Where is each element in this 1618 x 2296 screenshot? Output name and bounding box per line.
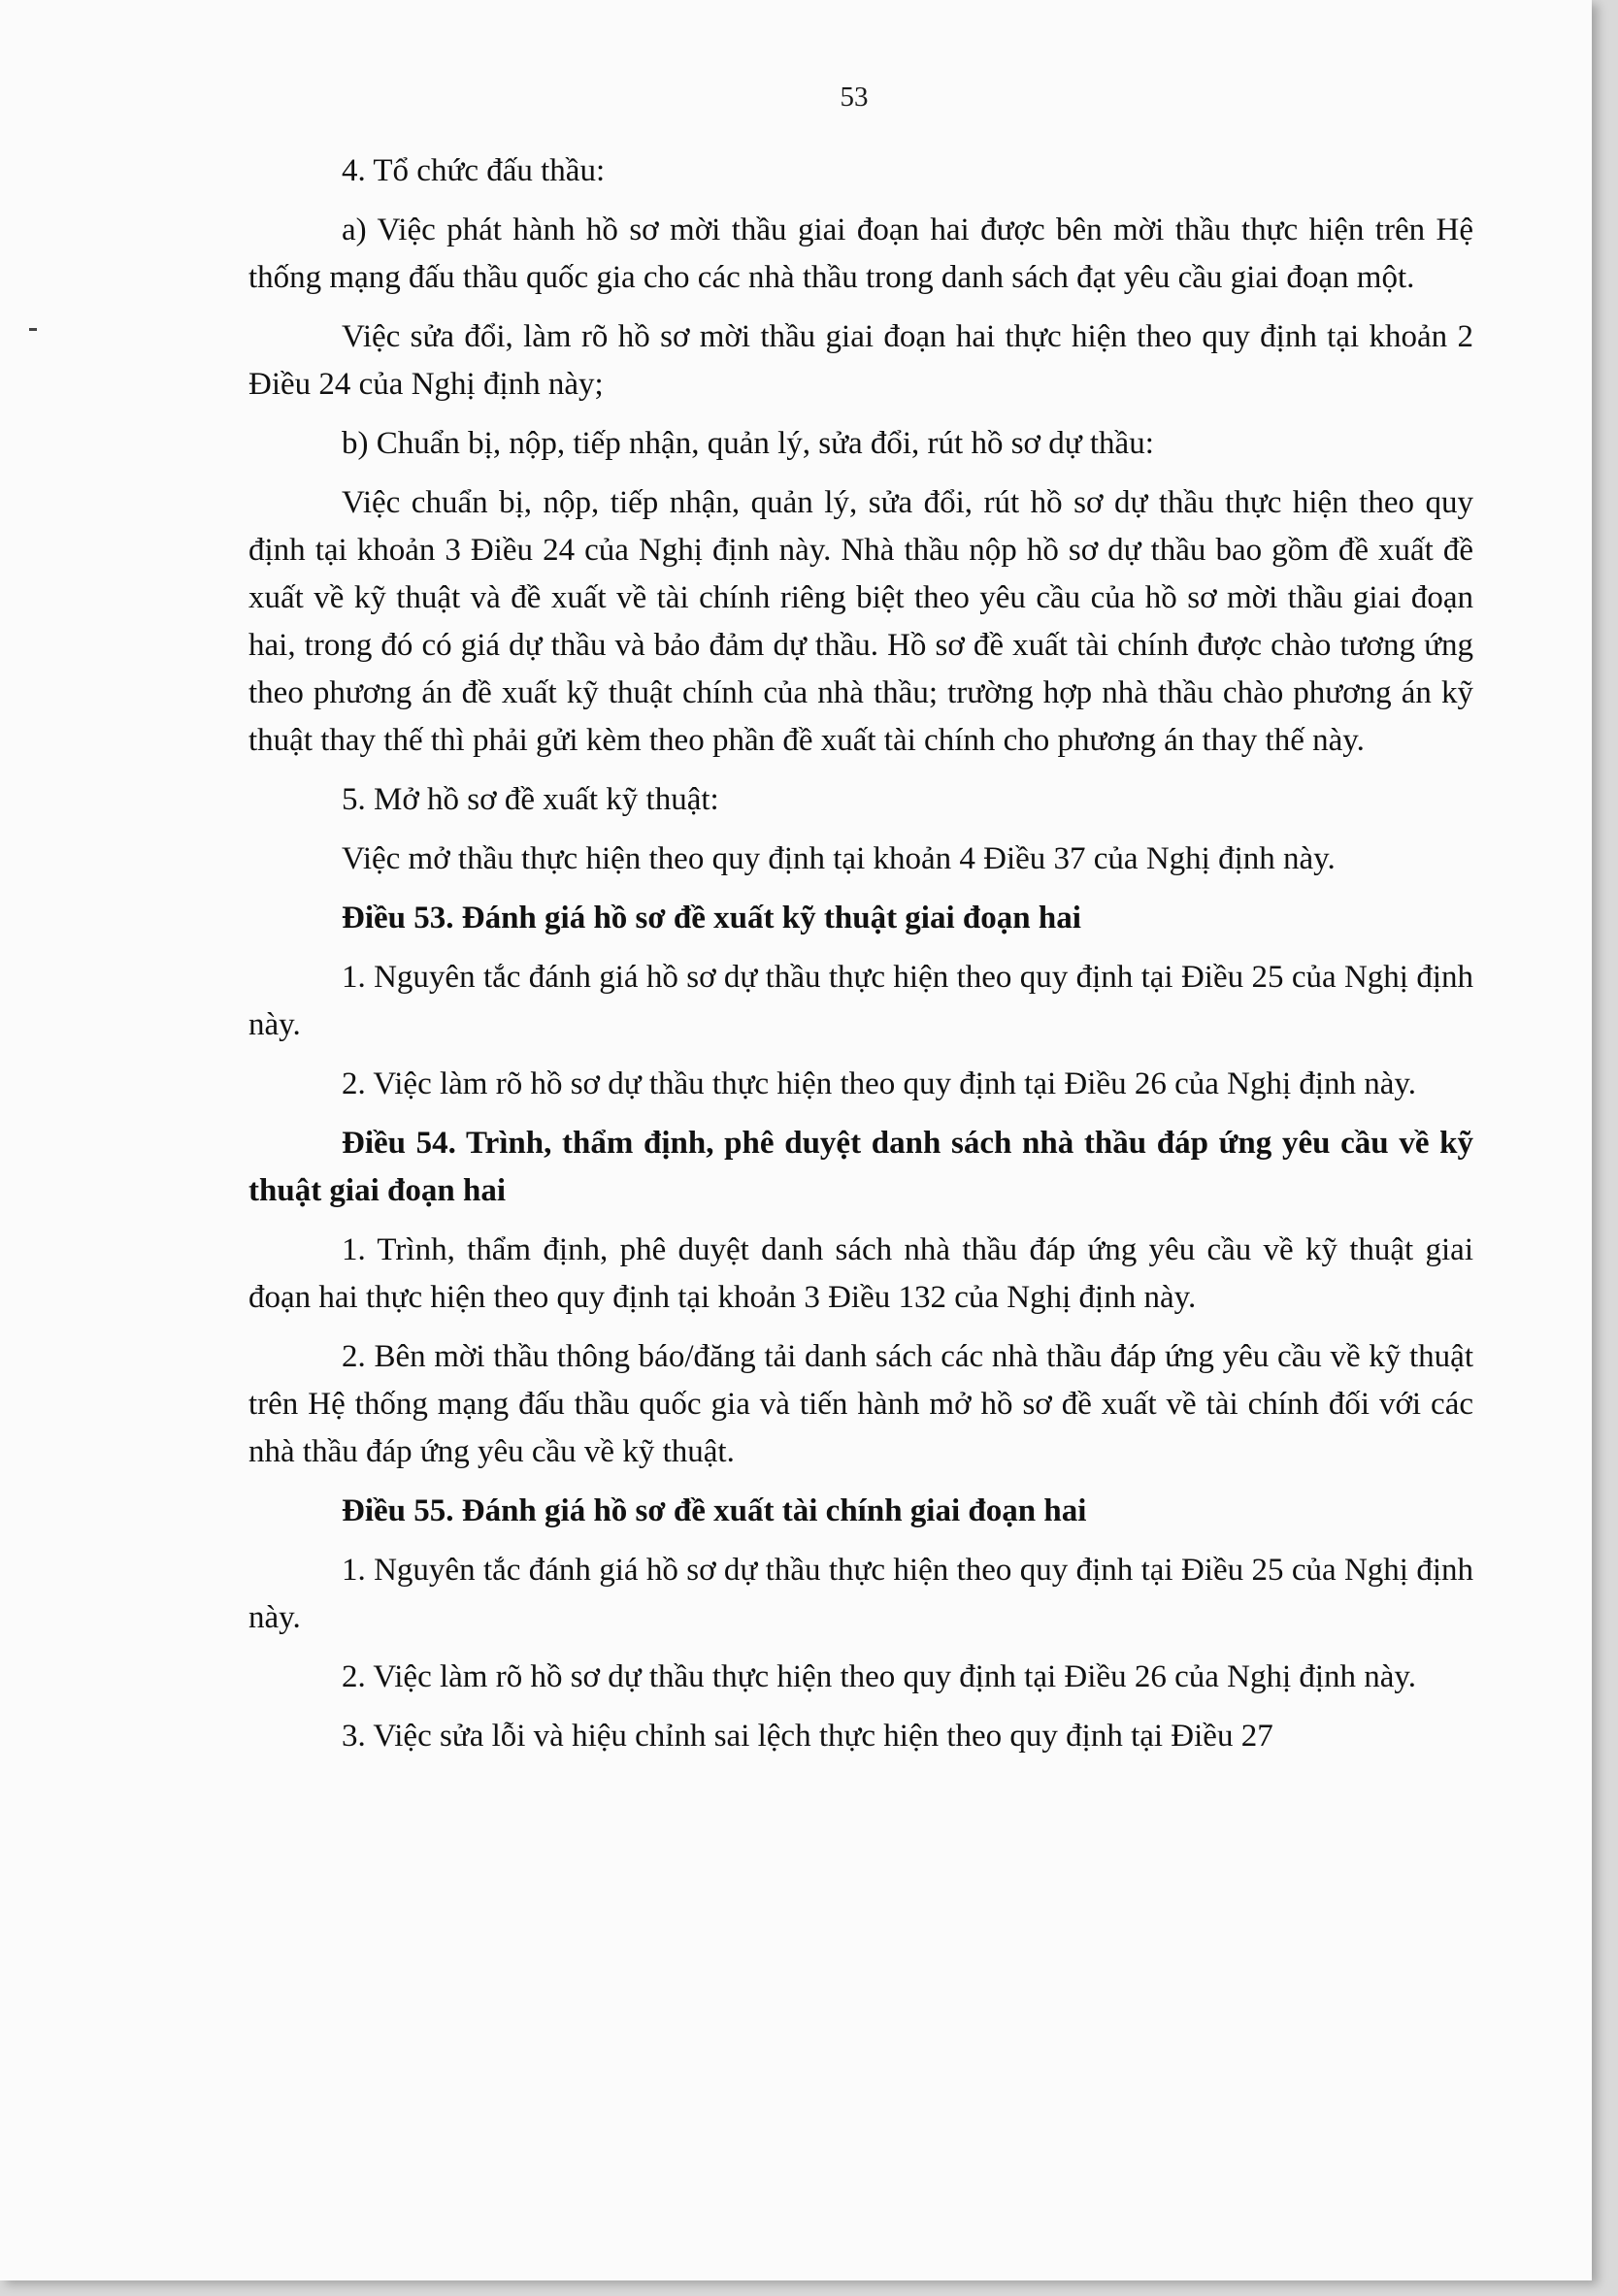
paragraph-5-detail: Việc mở thầu thực hiện theo quy định tại khoản 4 Điều 37 của Nghị định này.: [342, 841, 1336, 876]
paragraph-4a: a) Việc phát hành hồ sơ mời thầu giai đoạn hai được bên mời thầu thực hiện trên Hệ thống mạng đấu thầu quốc gia cho các nhà thầu trong danh sách đạt yêu cầu giai đoạn một.: [248, 213, 1473, 295]
paragraph-section-5-heading: 5. Mở hồ sơ đề xuất kỹ thuật:: [342, 782, 719, 817]
article-55-heading: Điều 55. Đánh giá hồ sơ đề xuất tài chính giai đoạn hai: [342, 1493, 1087, 1528]
article-53-heading: Điều 53. Đánh giá hồ sơ đề xuất kỹ thuật giai đoạn hai: [342, 901, 1081, 935]
article-54-clause-2: 2. Bên mời thầu thông báo/đăng tải danh sách các nhà thầu đáp ứng yêu cầu về kỹ thuật trên Hệ thống mạng đấu thầu quốc gia và tiến hành mở hồ sơ đề xuất về tài chính đối với các nhà thầu đáp ứng yêu cầu về kỹ thuật.: [248, 1339, 1473, 1469]
article-54-clause-1: 1. Trình, thẩm định, phê duyệt danh sách nhà thầu đáp ứng yêu cầu về kỹ thuật giai đoạn hai thực hiện theo quy định tại khoản 3 Điều 132 của Nghị định này.: [248, 1232, 1473, 1315]
paragraph-4b: b) Chuẩn bị, nộp, tiếp nhận, quản lý, sửa đổi, rút hồ sơ dự thầu:: [342, 426, 1154, 461]
article-55-clause-1: 1. Nguyên tắc đánh giá hồ sơ dự thầu thực hiện theo quy định tại Điều 25 của Nghị định này.: [248, 1553, 1473, 1635]
paragraph-4a-amend: Việc sửa đổi, làm rõ hồ sơ mời thầu giai đoạn hai thực hiện theo quy định tại khoản 2 Điều 24 của Nghị định này;: [248, 319, 1473, 402]
page-number: 53: [840, 82, 869, 113]
paragraph-4b-detail: Việc chuẩn bị, nộp, tiếp nhận, quản lý, sửa đổi, rút hồ sơ dự thầu thực hiện theo quy định tại khoản 3 Điều 24 của Nghị định này. Nhà thầu nộp hồ sơ dự thầu bao gồm đề xuất đề xuất về kỹ thuật và đề xuất về tài chính riêng biệt theo yêu cầu của hồ sơ mời thầu giai đoạn hai, trong đó có giá dự thầu và bảo đảm dự thầu. Hồ sơ đề xuất tài chính được chào tương ứng theo phương án đề xuất kỹ thuật chính của nhà thầu; trường hợp nhà thầu chào phương án kỹ thuật thay thế thì phải gửi kèm theo phần đề xuất tài chính cho phương án thay thế này.: [248, 485, 1473, 758]
article-55-clause-3: 3. Việc sửa lỗi và hiệu chỉnh sai lệch thực hiện theo quy định tại Điều 27: [342, 1719, 1273, 1754]
document-body: [248, 148, 1473, 1772]
article-55-clause-2: 2. Việc làm rõ hồ sơ dự thầu thực hiện theo quy định tại Điều 26 của Nghị định này.: [342, 1659, 1417, 1694]
scan-mark: [29, 328, 37, 331]
article-53-clause-2: 2. Việc làm rõ hồ sơ dự thầu thực hiện theo quy định tại Điều 26 của Nghị định này.: [342, 1066, 1417, 1101]
article-53-clause-1: 1. Nguyên tắc đánh giá hồ sơ dự thầu thực hiện theo quy định tại Điều 25 của Nghị định này.: [248, 960, 1473, 1042]
article-54-heading: Điều 54. Trình, thẩm định, phê duyệt danh sách nhà thầu đáp ứng yêu cầu về kỹ thuật giai đoạn hai: [248, 1126, 1473, 1208]
paragraph-section-4-heading: 4. Tổ chức đấu thầu:: [342, 153, 606, 188]
